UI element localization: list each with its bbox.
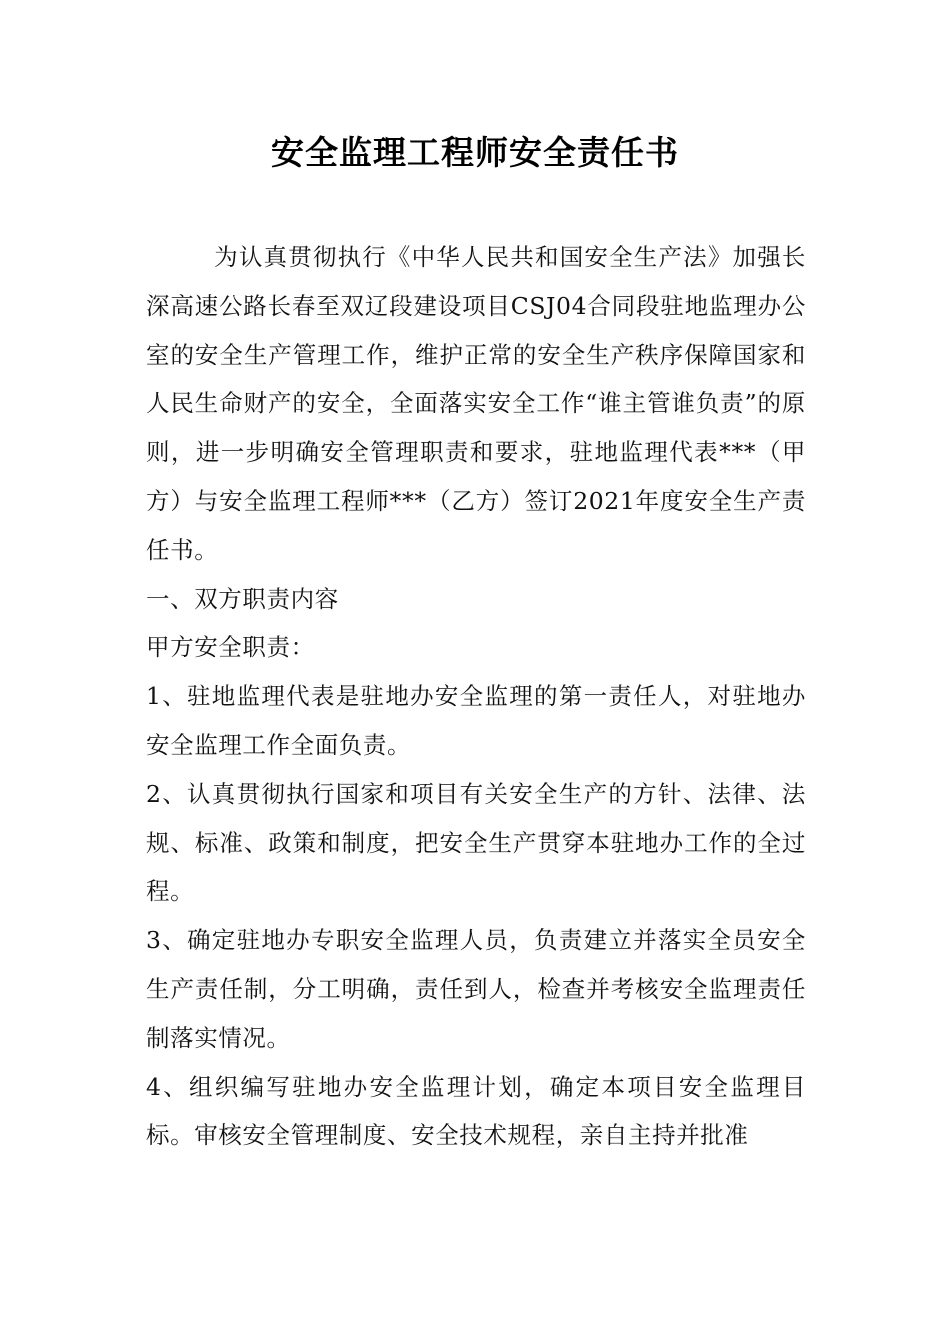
duty-item-1: 1、驻地监理代表是驻地办安全监理的第一责任人，对驻地办安全监理工作全面负责。: [146, 682, 806, 759]
duty-item-3: 3、确定驻地办专职安全监理人员，负责建立并落实全员安全生产责任制，分工明确，责任到人，检查并考核安全监理责任制落实情况。: [146, 926, 806, 1052]
document-title: 安全监理工程师安全责任书: [271, 133, 679, 172]
duty-item-4: 4、组织编写驻地办安全监理计划，确定本项目安全监理目标。审核安全管理制度、安全技术规程，亲自主持并批准: [146, 1072, 806, 1150]
party-a-heading: 甲方安全职责：: [146, 633, 315, 662]
section-heading: 一、双方职责内容: [146, 584, 339, 613]
document-body: [146, 233, 806, 1160]
duty-item-2: 2、认真贯彻执行国家和项目有关安全生产的方针、法律、法规、标准、政策和制度，把安全生产贯穿本驻地办工作的全过程。: [146, 779, 806, 906]
intro-paragraph: 为认真贯彻执行《中华人民共和国安全生产法》加强长深高速公路长春至双辽段建设项目CSJ04合同段驻地监理办公室的安全生产管理工作，维护正常的安全生产秩序保障国家和人民生命财产的安全，全面落实安全工作“谁主管谁负责”的原则，进一步明确安全管理职责和要求，驻地监理代表***（甲方）与安全监理工程师***（乙方）签订2021年度安全生产责任书。: [146, 243, 806, 564]
